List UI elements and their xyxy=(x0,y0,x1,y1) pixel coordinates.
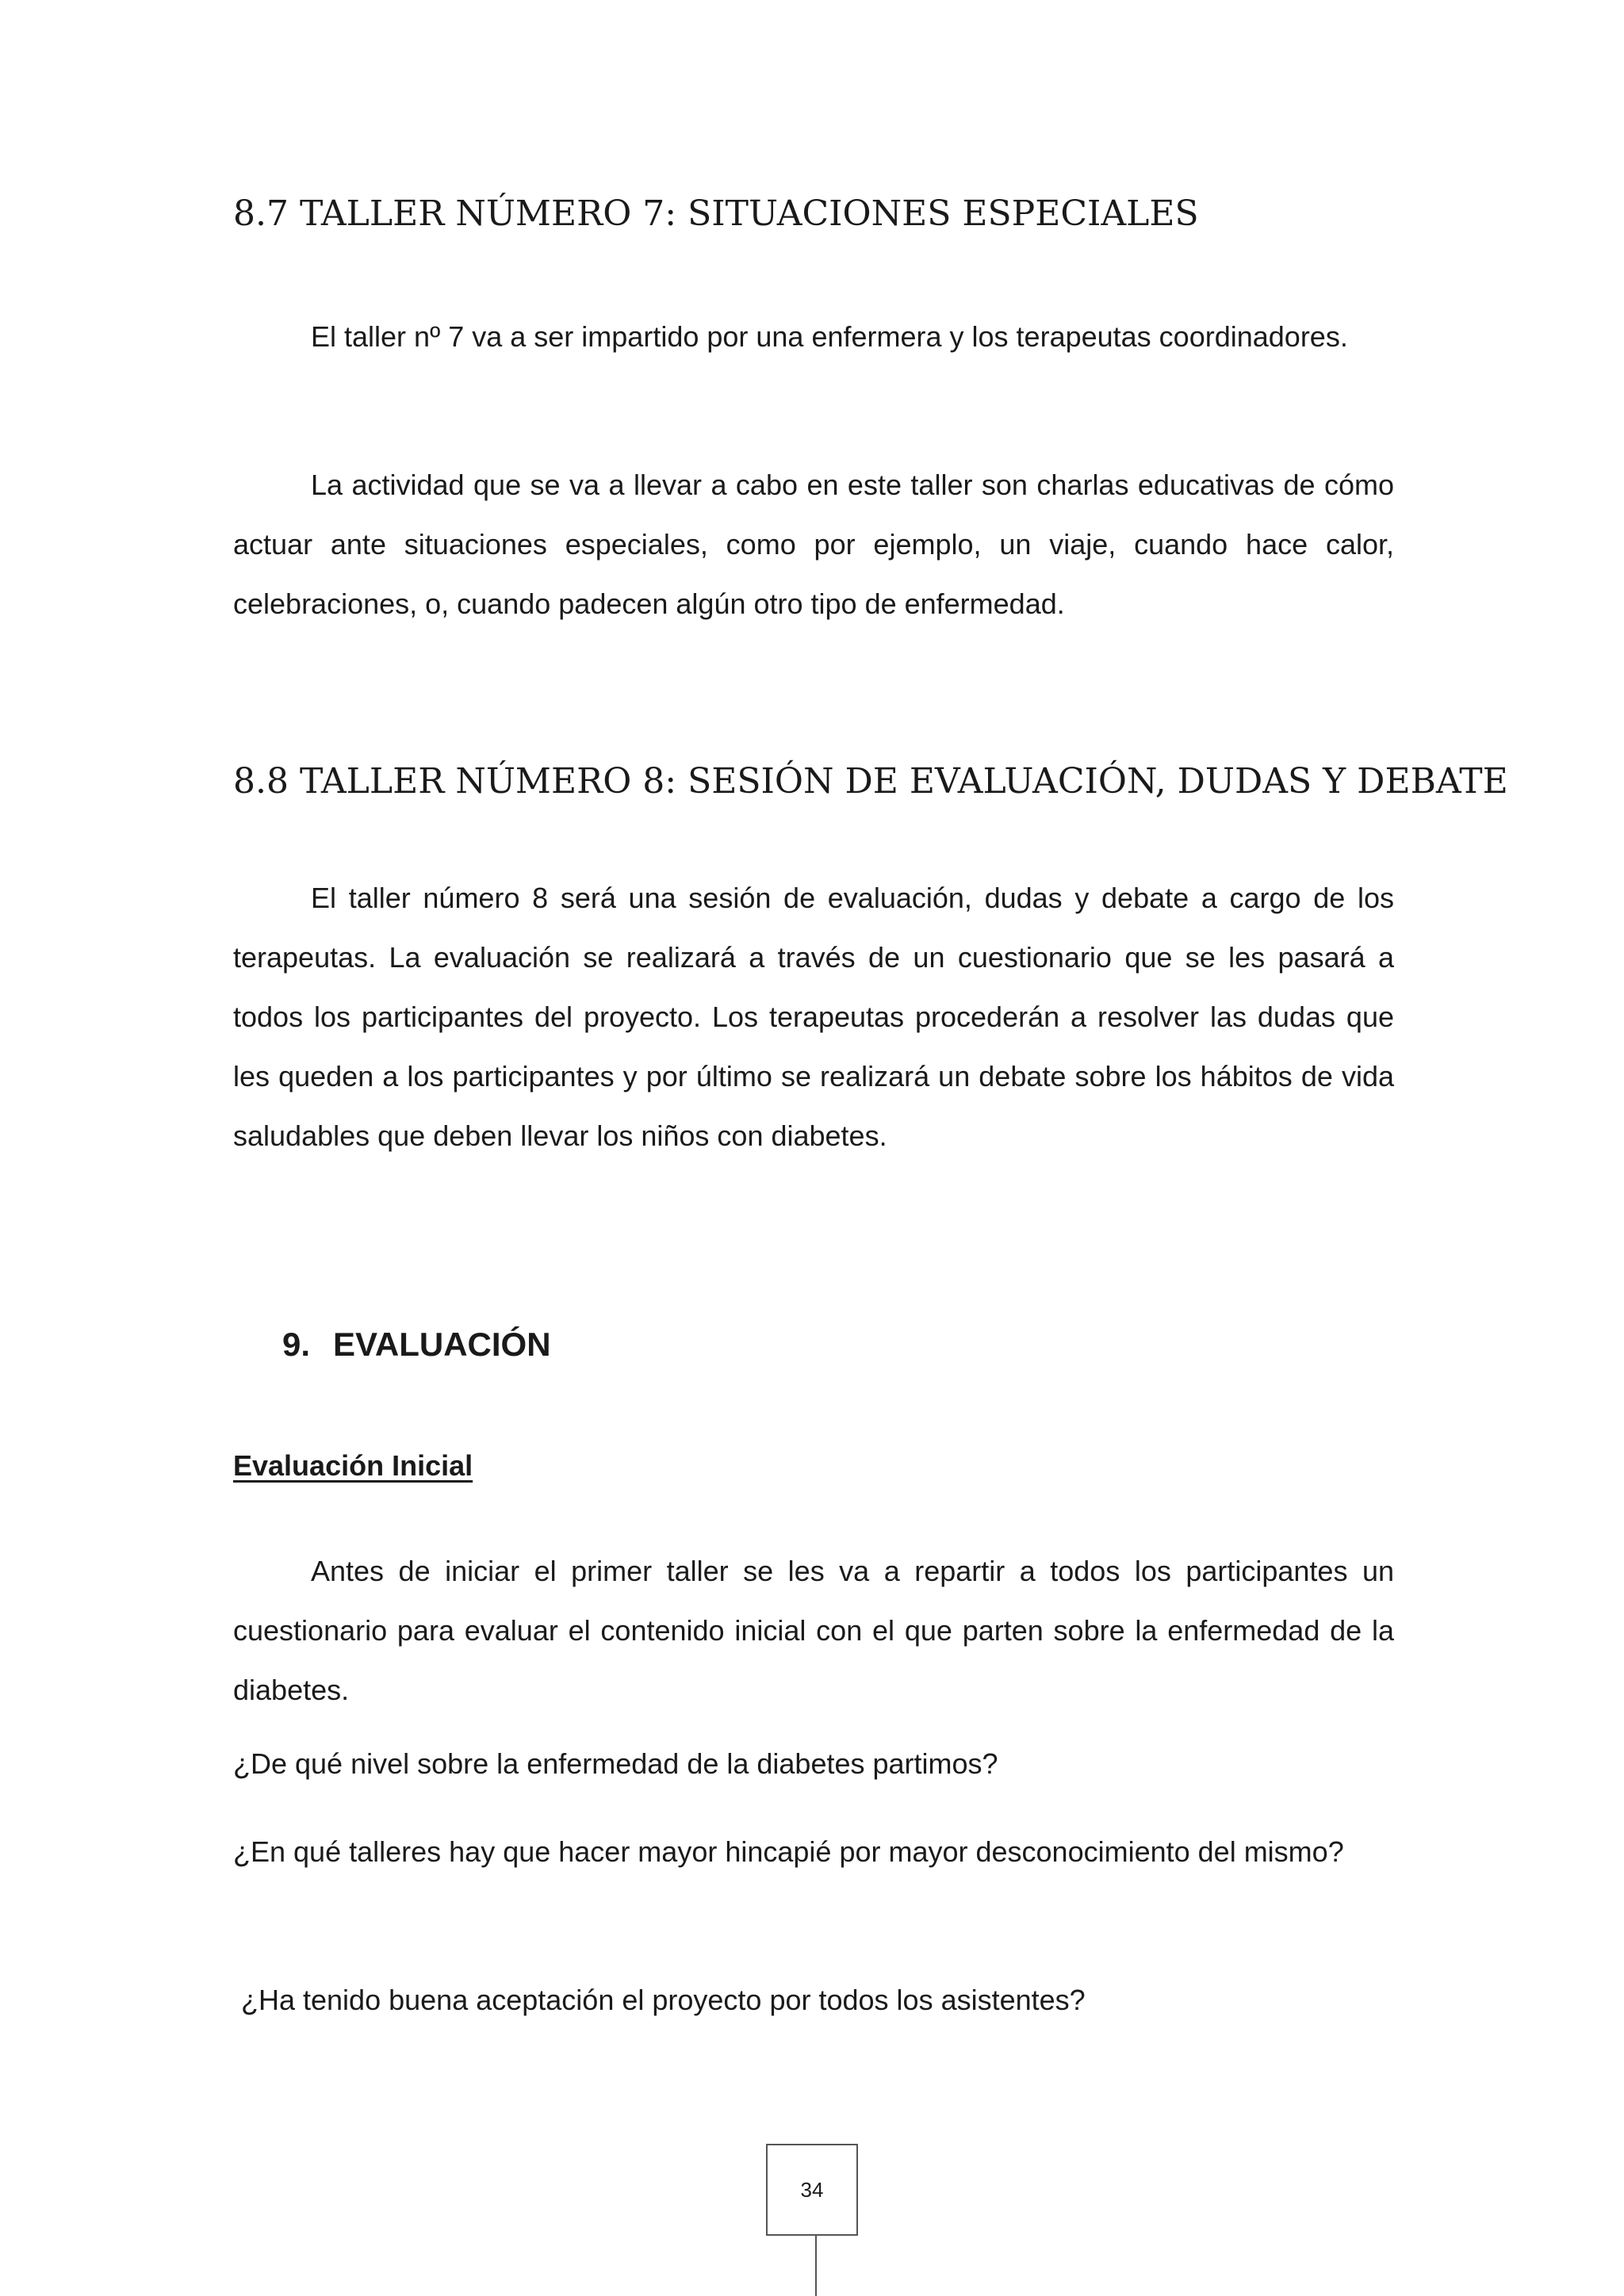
question-2: ¿En qué talleres hay que hacer mayor hincapié por mayor desconocimiento del mismo? xyxy=(233,1835,1344,1868)
section-9-number: 9. xyxy=(282,1326,311,1363)
question-3: ¿Ha tenido buena aceptación el proyecto por todos los asistentes? xyxy=(233,1984,1086,2016)
page-number: 34 xyxy=(800,2177,824,2202)
section-8-8-paragraph-1: El taller número 8 será una sesión de evaluación, dudas y debate a cargo de los terapeutas. La evaluación se realizará a través de un cuestionario que se les pasará a todos los participantes del proyecto. Los terapeutas procederán a resolver las dudas que les queden a los participantes y por último se realizará un debate sobre los hábitos de vida saludables que deben llevar los niños con diabetes. xyxy=(233,882,1394,1152)
page-number-connector-line xyxy=(815,2236,817,2296)
section-9-heading xyxy=(282,1326,551,1364)
section-9-paragraph-1: Antes de iniciar el primer taller se les va a repartir a todos los participantes un cuestionario para evaluar el contenido inicial con el que parten sobre la enfermedad de la diabetes. xyxy=(233,1555,1394,1706)
section-8-8-heading: 8.8 TALLER NÚMERO 8: SESIÓN DE EVALUACIÓN, DUDAS Y DEBATE xyxy=(233,761,1508,802)
section-8-7-heading: 8.7 TALLER NÚMERO 7: SITUACIONES ESPECIALES xyxy=(233,193,1199,234)
section-8-7-paragraph-2: La actividad que se va a llevar a cabo en este taller son charlas educativas de cómo actuar ante situaciones especiales, como por ejemplo, un viaje, cuando hace calor, celebraciones, o, cuando padecen algún otro tipo de enfermedad. xyxy=(233,469,1394,620)
section-8-7-paragraph-1: El taller nº 7 va a ser impartido por una enfermera y los terapeutas coordinadores. xyxy=(311,320,1348,353)
question-1: ¿De qué nivel sobre la enfermedad de la diabetes partimos? xyxy=(233,1747,998,1780)
page-number-box xyxy=(766,2144,858,2236)
evaluacion-inicial-subheading: Evaluación Inicial xyxy=(233,1449,473,1482)
section-9-title: EVALUACIÓN xyxy=(333,1326,551,1363)
